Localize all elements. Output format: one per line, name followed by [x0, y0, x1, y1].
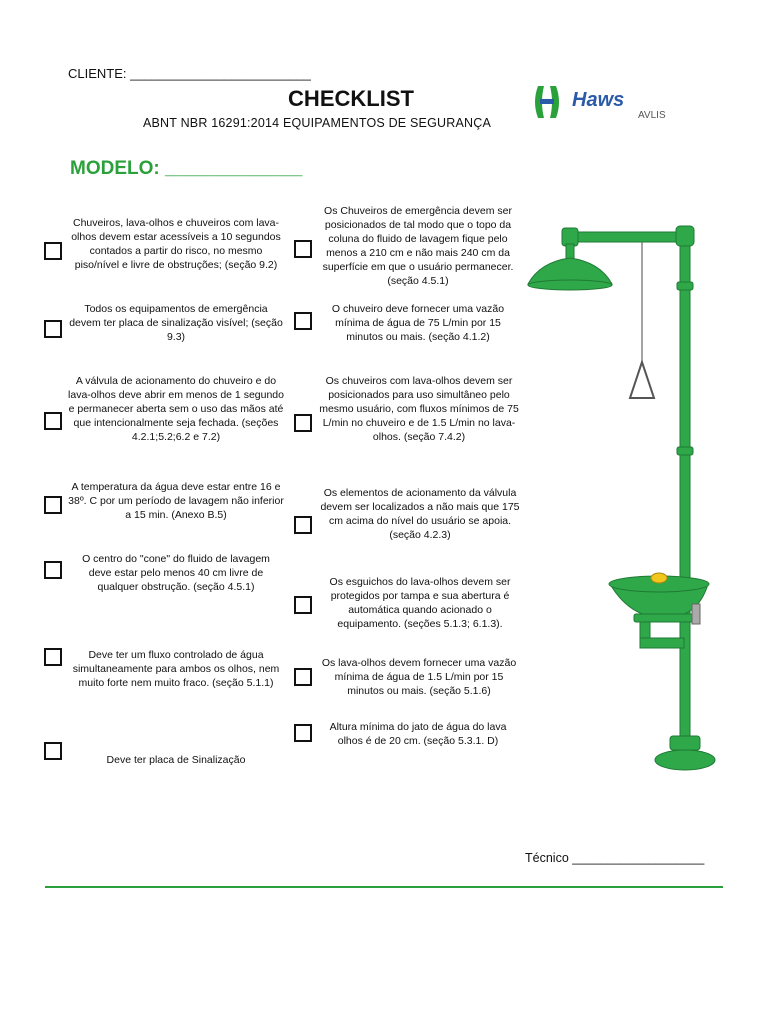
- green-divider: [45, 886, 723, 888]
- checkbox-left-1[interactable]: [44, 242, 62, 260]
- right-item-5: Os esguichos do lava-olhos devem ser protegidos por tampa e sua abertura é automática quando acionado o equipamento. (seções 5.1.3; 6.1.3).: [329, 576, 511, 630]
- left-item-3: A válvula de acionamento do chuveiro e do lava-olhos deve abrir em menos de 1 segundo e permanecer aberta sem o uso das mãos até que intencionalmente seja fechada. (seções 4.2.1;5.2;6.2 e 7.2): [68, 375, 284, 443]
- checkbox-left-6[interactable]: [44, 648, 62, 666]
- pull-triangle-handle-icon: [630, 362, 654, 398]
- left-item-5: O centro do "cone" do fluido de lavagem deve estar pelo menos 40 cm livre de qualquer obstrução. (seção 4.5.1): [82, 553, 270, 593]
- page-subtitle: ABNT NBR 16291:2014 EQUIPAMENTOS DE SEGURANÇA: [142, 116, 491, 130]
- checkbox-left-4[interactable]: [44, 496, 62, 514]
- right-item-4: Os elementos de acionamento da válvula devem ser localizados a não mais que 175 cm acima do nível do usuário se apoia. (seção 4.2.3): [320, 487, 520, 541]
- shower-top-arm: [566, 232, 690, 242]
- checkbox-right-3[interactable]: [294, 414, 312, 432]
- left-item-2: Todos os equipamentos de emergência devem ter placa de sinalização visível; (seção 9.3): [69, 303, 283, 343]
- haws-logo: [530, 82, 680, 122]
- right-item-6: Os lava-olhos devem fornecer uma vazão mínima de água de 1.5 L/min por 15 minutos ou mais. (seção 5.1.6): [321, 657, 517, 697]
- checkbox-left-2[interactable]: [44, 320, 62, 338]
- left-item-4: A temperatura da água deve estar entre 16 e 38º. C por um período de lavagem não inferior a 15 min. (Anexo B.5): [68, 481, 284, 521]
- left-item-1: Chuveiros, lava-olhos e chuveiros com lava-olhos devem estar acessíveis a 10 segundos contados a partir do risco, no mesmo piso/nível e livre de obstruções; (seção 9.2): [71, 217, 281, 271]
- left-item-7: Deve ter placa de Sinalização: [106, 754, 246, 766]
- haws-logo-mark-icon: [535, 86, 559, 118]
- logo-sub: AVLIS: [638, 110, 666, 121]
- right-item-7: Altura mínima do jato de água do lava olhos é de 20 cm. (seção 5.3.1. D): [329, 721, 507, 747]
- checkbox-right-6[interactable]: [294, 668, 312, 686]
- checkbox-left-5[interactable]: [44, 561, 62, 579]
- client-field-label: CLIENTE: _________________________: [68, 66, 311, 81]
- checkbox-left-3[interactable]: [44, 412, 62, 430]
- technician-field-label: Técnico ___________________: [525, 851, 705, 865]
- checkbox-right-2[interactable]: [294, 312, 312, 330]
- shower-main-pipe: [680, 234, 690, 746]
- right-item-2: O chuveiro deve fornecer uma vazão mínima de água de 75 L/min por 15 minutos ou mais. (seção 4.1.2): [331, 303, 505, 343]
- checkbox-right-1[interactable]: [294, 240, 312, 258]
- checkbox-left-7[interactable]: [44, 742, 62, 760]
- right-item-1: Os Chuveiros de emergência devem ser posicionados de tal modo que o topo da coluna do fluido de lavagem fique pelo menos a 210 cm e não mais 240 cm da superfície em que o usuário permanecer. (seção 4.5.1): [322, 205, 514, 287]
- checkbox-right-7[interactable]: [294, 724, 312, 742]
- checkbox-right-5[interactable]: [294, 596, 312, 614]
- emergency-shower-eyewash-illustration: [520, 222, 720, 794]
- checkbox-right-4[interactable]: [294, 516, 312, 534]
- right-item-3: Os chuveiros com lava-olhos devem ser posicionados para uso simultâneo pelo mesmo usuário, com fluxos mínimos de 75 L/min no chuveiro e de 1.5 L/min no lava-olhos. (seção 7.4.2): [319, 375, 519, 443]
- logo-brand: Haws: [572, 89, 625, 111]
- left-item-6: Deve ter um fluxo controlado de água simultaneamente para ambos os olhos, nem muito forte nem muito fraco. (seção 5.1.1): [72, 649, 280, 689]
- page-title: CHECKLIST: [288, 86, 414, 111]
- model-field-label: MODELO: _____________: [70, 158, 303, 179]
- shower-base-icon: [655, 750, 715, 770]
